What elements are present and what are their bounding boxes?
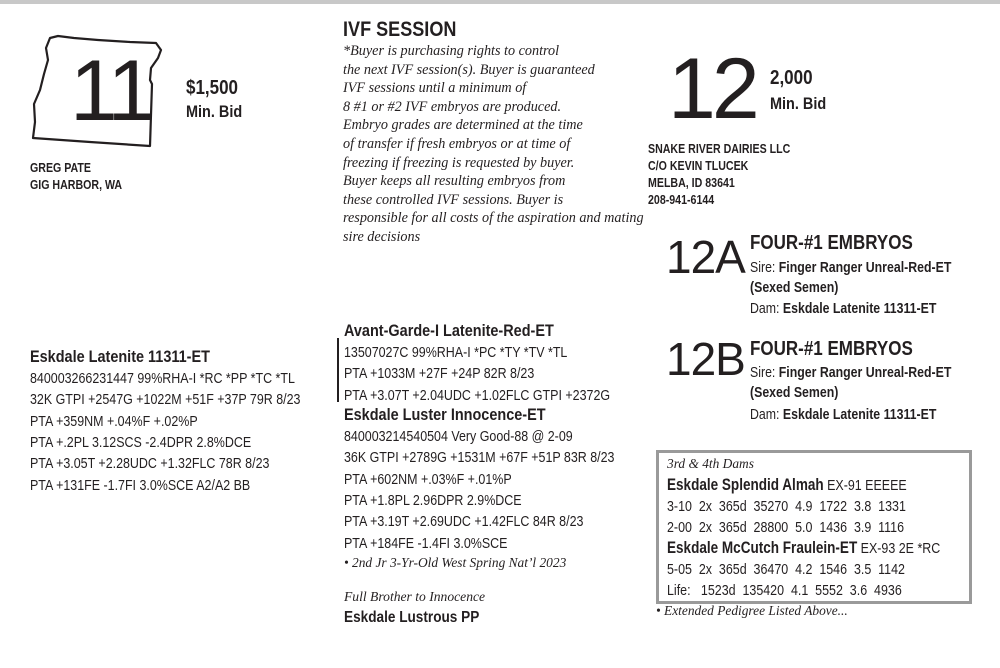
ivf-line: Buyer keeps all resulting embryos from: [343, 173, 566, 190]
award-note: • 2nd Jr 3-Yr-Old West Spring Nat’l 2023: [344, 555, 567, 570]
production-record: 2-00 2x 365d 28800 5.0 1436 3.9 1116: [667, 519, 905, 536]
dam-line: [750, 298, 936, 320]
lot-12b-block: [666, 333, 986, 428]
dam-name: Eskdale Latenite 11311-ET: [782, 407, 937, 423]
ivf-line: Embryo grades are determined at the time: [343, 117, 583, 134]
dam-pedigree-block: [30, 346, 350, 496]
pedigree-line: PTA +1033M +27F +24P 82R 8/23: [344, 365, 535, 383]
top-rule: [0, 0, 1000, 4]
ivf-line: IVF sessions until a minimum of: [343, 80, 527, 97]
dam-name: Eskdale Latenite 11311-ET: [30, 347, 210, 366]
dam-label: Dam:: [750, 407, 780, 423]
ivf-line: of transfer if fresh embryos or at time of: [343, 136, 571, 152]
pedigree-line: PTA +602NM +.03%F +.01%P: [344, 470, 512, 488]
ivf-session-block: [343, 18, 663, 254]
ivf-line: these controlled IVF sessions. Buyer is: [343, 191, 564, 208]
sire-name: Finger Ranger Unreal-Red-ET: [778, 365, 952, 381]
lot-12-block: [648, 41, 988, 214]
consignor-name: SNAKE RIVER DAIRIES LLC: [648, 142, 791, 156]
production-record: 3-10 2x 365d 35270 4.9 1722 3.8 1331: [667, 498, 906, 515]
dam-line: [750, 404, 936, 426]
pedigree-bracket: [337, 338, 339, 402]
extended-pedigree-note: • Extended Pedigree Listed Above...: [656, 603, 848, 618]
pedigree-line: PTA +184FE -1.4FI 3.0%SCE: [344, 534, 508, 552]
sire-pedigree-block: [344, 320, 644, 406]
consignor-location: MELBA, ID 83641: [648, 176, 735, 190]
sire-name: Finger Ranger Unreal-Red-ET: [778, 260, 952, 276]
embryo-heading: FOUR-#1 EMBRYOS: [750, 338, 913, 360]
lot-11-block: [30, 34, 290, 194]
pedigree-line: 36K GTPI +2789G +1531M +67F +51P 83R 8/23: [344, 449, 615, 467]
lot-price: 2,000: [770, 67, 813, 89]
ivf-line: *Buyer is purchasing rights to control: [343, 43, 560, 59]
ivf-line: 8 #1 or #2 IVF embryos are produced.: [343, 98, 562, 115]
dams-box-title: 3rd & 4th Dams: [667, 456, 754, 471]
pedigree-line: PTA +1.8PL 2.96DPR 2.9%DCE: [344, 491, 522, 509]
min-bid-label: Min. Bid: [186, 102, 243, 121]
sire-line: [750, 362, 951, 384]
pedigree-line: PTA +.2PL 3.12SCS -2.4DPR 2.8%DCE: [30, 433, 252, 451]
embryo-heading: FOUR-#1 EMBRYOS: [750, 232, 913, 254]
lot-code: 12A: [666, 231, 745, 283]
lot-price: $1,500: [186, 77, 238, 99]
pedigree-line: 32K GTPI +2547G +1022M +51F +37P 79R 8/23: [30, 391, 301, 409]
production-record: Life: 1523d 135420 4.1 5552 3.6 4936: [667, 582, 902, 599]
pedigree-line: PTA +3.07T +2.04UDC +1.02FLC GTPI +2372G: [344, 386, 611, 404]
pedigree-line: PTA +3.05T +2.28UDC +1.32FLC 78R 8/23: [30, 455, 270, 473]
pedigree-line: 13507027C 99%RHA-I *PC *TY *TV *TL: [344, 344, 568, 361]
third-dam-classification: EX-91 EEEEE: [823, 477, 907, 494]
ivf-line: freezing if freezing is requested by buyer.: [343, 154, 575, 171]
fourth-dam-name: Eskdale McCutch Fraulein-ET: [667, 539, 858, 557]
pedigree-line: 840003214540504 Very Good-88 @ 2-09: [344, 428, 573, 445]
full-brother-block: [344, 588, 644, 628]
lot-number: 12: [668, 41, 756, 137]
pedigree-line: 840003266231447 99%RHA-I *RC *PP *TC *TL: [30, 370, 295, 387]
ivf-line: the next IVF session(s). Buyer is guaranteed: [343, 61, 595, 78]
consignor-name: GREG PATE: [30, 161, 92, 175]
sire-note: (Sexed Semen): [750, 280, 839, 296]
ivf-line: sire decisions: [343, 229, 421, 245]
lot-number: 11: [70, 43, 152, 139]
consignor-location: GIG HARBOR, WA: [30, 178, 123, 192]
third-dam-name: Eskdale Splendid Almah: [667, 476, 824, 494]
sire-name: Avant-Garde-I Latenite-Red-ET: [344, 321, 554, 340]
sire-label: Sire:: [750, 260, 776, 276]
consignor-contact: C/O KEVIN TLUCEK: [648, 159, 749, 173]
production-record: 5-05 2x 365d 36470 4.2 1546 3.5 1142: [667, 561, 905, 578]
dams-box: [656, 450, 972, 604]
dam-name: Eskdale Latenite 11311-ET: [782, 301, 937, 317]
min-bid-label: Min. Bid: [770, 94, 827, 113]
lot-code: 12B: [666, 333, 745, 385]
ivf-title: IVF SESSION: [343, 18, 457, 41]
lot-12a-block: [666, 232, 986, 322]
consignor-phone: 208-941-6144: [648, 193, 715, 207]
dam-mid-pedigree-block: [344, 404, 644, 574]
fourth-dam-line: [667, 538, 940, 559]
sire-label: Sire:: [750, 365, 776, 381]
fourth-dam-classification: EX-93 2E *RC: [857, 540, 941, 557]
dam-label: Dam:: [750, 301, 780, 317]
sire-note: (Sexed Semen): [750, 385, 839, 401]
pedigree-line: PTA +359NM +.04%F +.02%P: [30, 412, 198, 430]
dam-name: Eskdale Luster Innocence-ET: [344, 405, 546, 424]
full-brother-name: Eskdale Lustrous PP: [344, 609, 480, 626]
ivf-line: responsible for all costs of the aspiration and mating: [343, 210, 644, 227]
third-dam-line: [667, 475, 907, 496]
pedigree-line: PTA +3.19T +2.69UDC +1.42FLC 84R 8/23: [344, 513, 584, 531]
pedigree-line: PTA +131FE -1.7FI 3.0%SCE A2/A2 BB: [30, 476, 251, 494]
sire-line: [750, 257, 951, 279]
full-brother-label: Full Brother to Innocence: [344, 589, 486, 604]
